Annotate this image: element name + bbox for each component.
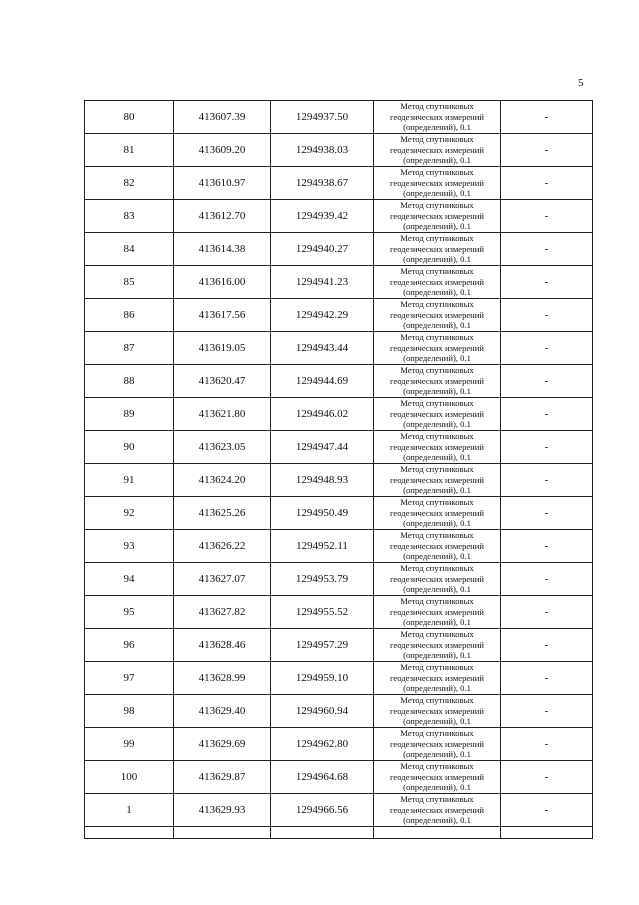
x-coordinate-cell: 413629.87 (174, 761, 271, 794)
method-line-3: (определений), 0.1 (403, 485, 471, 496)
method-line-1: Метод спутниковых (400, 332, 474, 343)
method-line-1: Метод спутниковых (400, 464, 474, 475)
method-line-2: геодезических измерений (390, 573, 484, 584)
y-coordinate-cell: 1294962.80 (271, 728, 374, 761)
method-cell (374, 134, 501, 167)
empty-cell (374, 827, 501, 839)
point-number-cell: 98 (85, 695, 174, 728)
method-line-2: геодезических измерений (390, 672, 484, 683)
table-row (85, 728, 593, 761)
point-number-cell: 94 (85, 563, 174, 596)
method-cell (374, 266, 501, 299)
method-cell (374, 662, 501, 695)
y-coordinate-cell: 1294943.44 (271, 332, 374, 365)
point-number-cell: 96 (85, 629, 174, 662)
method-cell (374, 200, 501, 233)
y-coordinate-cell: 1294959.10 (271, 662, 374, 695)
method-line-2: геодезических измерений (390, 243, 484, 254)
table-row (85, 662, 593, 695)
x-coordinate-cell: 413614.38 (174, 233, 271, 266)
description-cell: - (501, 596, 593, 629)
description-cell: - (501, 728, 593, 761)
x-coordinate-cell: 413625.26 (174, 497, 271, 530)
x-coordinate-cell: 413620.47 (174, 365, 271, 398)
method-line-2: геодезических измерений (390, 738, 484, 749)
empty-cell (501, 827, 593, 839)
method-line-3: (определений), 0.1 (403, 419, 471, 430)
method-cell (374, 794, 501, 827)
y-coordinate-cell: 1294940.27 (271, 233, 374, 266)
table-row (85, 266, 593, 299)
method-cell (374, 398, 501, 431)
description-cell: - (501, 695, 593, 728)
method-line-1: Метод спутниковых (400, 167, 474, 178)
table-row (85, 431, 593, 464)
method-line-3: (определений), 0.1 (403, 782, 471, 793)
method-line-1: Метод спутниковых (400, 563, 474, 574)
y-coordinate-cell: 1294966.56 (271, 794, 374, 827)
x-coordinate-cell: 413628.46 (174, 629, 271, 662)
table-row (85, 761, 593, 794)
y-coordinate-cell: 1294952.11 (271, 530, 374, 563)
description-cell: - (501, 464, 593, 497)
table-row (85, 695, 593, 728)
table-row (85, 167, 593, 200)
point-number-cell: 89 (85, 398, 174, 431)
table-row (85, 398, 593, 431)
y-coordinate-cell: 1294939.42 (271, 200, 374, 233)
y-coordinate-cell: 1294947.44 (271, 431, 374, 464)
empty-cell (174, 827, 271, 839)
method-line-1: Метод спутниковых (400, 233, 474, 244)
table-row (85, 332, 593, 365)
method-cell (374, 497, 501, 530)
method-line-1: Метод спутниковых (400, 101, 474, 112)
x-coordinate-cell: 413627.82 (174, 596, 271, 629)
method-cell (374, 101, 501, 134)
method-line-3: (определений), 0.1 (403, 188, 471, 199)
y-coordinate-cell: 1294950.49 (271, 497, 374, 530)
x-coordinate-cell: 413627.07 (174, 563, 271, 596)
empty-cell (85, 827, 174, 839)
method-line-2: геодезических измерений (390, 144, 484, 155)
method-line-1: Метод спутниковых (400, 629, 474, 640)
method-line-2: геодезических измерений (390, 111, 484, 122)
method-line-2: геодезических измерений (390, 276, 484, 287)
point-number-cell: 85 (85, 266, 174, 299)
method-line-2: геодезических измерений (390, 606, 484, 617)
y-coordinate-cell: 1294948.93 (271, 464, 374, 497)
x-coordinate-cell: 413609.20 (174, 134, 271, 167)
method-line-3: (определений), 0.1 (403, 353, 471, 364)
method-line-2: геодезических измерений (390, 441, 484, 452)
point-number-cell: 80 (85, 101, 174, 134)
method-line-2: геодезических измерений (390, 177, 484, 188)
method-line-3: (определений), 0.1 (403, 155, 471, 166)
method-cell (374, 596, 501, 629)
point-number-cell: 83 (85, 200, 174, 233)
method-line-3: (определений), 0.1 (403, 749, 471, 760)
point-number-cell: 95 (85, 596, 174, 629)
method-line-3: (определений), 0.1 (403, 650, 471, 661)
point-number-cell: 81 (85, 134, 174, 167)
point-number-cell: 90 (85, 431, 174, 464)
x-coordinate-cell: 413610.97 (174, 167, 271, 200)
x-coordinate-cell: 413616.00 (174, 266, 271, 299)
method-line-2: геодезических измерений (390, 804, 484, 815)
method-cell (374, 332, 501, 365)
x-coordinate-cell: 413612.70 (174, 200, 271, 233)
method-cell (374, 167, 501, 200)
method-line-1: Метод спутниковых (400, 761, 474, 772)
method-cell (374, 530, 501, 563)
description-cell: - (501, 398, 593, 431)
point-number-cell: 93 (85, 530, 174, 563)
point-number-cell: 91 (85, 464, 174, 497)
table-row (85, 365, 593, 398)
y-coordinate-cell: 1294960.94 (271, 695, 374, 728)
method-line-1: Метод спутниковых (400, 134, 474, 145)
description-cell: - (501, 332, 593, 365)
description-cell: - (501, 629, 593, 662)
table-row-tail (85, 827, 593, 839)
method-cell (374, 365, 501, 398)
method-line-2: геодезических измерений (390, 705, 484, 716)
description-cell: - (501, 761, 593, 794)
method-line-3: (определений), 0.1 (403, 518, 471, 529)
method-line-2: геодезических измерений (390, 210, 484, 221)
method-line-3: (определений), 0.1 (403, 617, 471, 628)
method-line-3: (определений), 0.1 (403, 584, 471, 595)
method-line-2: геодезических измерений (390, 309, 484, 320)
description-cell: - (501, 530, 593, 563)
description-cell: - (501, 233, 593, 266)
point-number-cell: 82 (85, 167, 174, 200)
method-cell (374, 563, 501, 596)
coordinates-table (84, 100, 593, 839)
method-line-3: (определений), 0.1 (403, 683, 471, 694)
description-cell: - (501, 299, 593, 332)
y-coordinate-cell: 1294937.50 (271, 101, 374, 134)
point-number-cell: 87 (85, 332, 174, 365)
method-line-2: геодезических измерений (390, 375, 484, 386)
method-line-1: Метод спутниковых (400, 695, 474, 706)
method-line-2: геодезических измерений (390, 507, 484, 518)
method-line-1: Метод спутниковых (400, 530, 474, 541)
description-cell: - (501, 431, 593, 464)
description-cell: - (501, 200, 593, 233)
method-line-3: (определений), 0.1 (403, 815, 471, 826)
table-row (85, 299, 593, 332)
y-coordinate-cell: 1294946.02 (271, 398, 374, 431)
description-cell: - (501, 167, 593, 200)
method-line-3: (определений), 0.1 (403, 716, 471, 727)
method-line-3: (определений), 0.1 (403, 221, 471, 232)
x-coordinate-cell: 413629.40 (174, 695, 271, 728)
point-number-cell: 88 (85, 365, 174, 398)
point-number-cell: 92 (85, 497, 174, 530)
method-line-3: (определений), 0.1 (403, 551, 471, 562)
method-cell (374, 728, 501, 761)
method-line-2: геодезических измерений (390, 771, 484, 782)
y-coordinate-cell: 1294938.03 (271, 134, 374, 167)
point-number-cell: 97 (85, 662, 174, 695)
method-cell (374, 761, 501, 794)
table-row (85, 794, 593, 827)
method-line-1: Метод спутниковых (400, 266, 474, 277)
y-coordinate-cell: 1294953.79 (271, 563, 374, 596)
point-number-cell: 1 (85, 794, 174, 827)
description-cell: - (501, 266, 593, 299)
method-cell (374, 629, 501, 662)
method-line-2: геодезических измерений (390, 540, 484, 551)
description-cell: - (501, 563, 593, 596)
x-coordinate-cell: 413629.93 (174, 794, 271, 827)
point-number-cell: 86 (85, 299, 174, 332)
point-number-cell: 84 (85, 233, 174, 266)
method-line-1: Метод спутниковых (400, 200, 474, 211)
method-line-1: Метод спутниковых (400, 398, 474, 409)
page-number: 5 (578, 77, 584, 89)
method-line-1: Метод спутниковых (400, 728, 474, 739)
x-coordinate-cell: 413619.05 (174, 332, 271, 365)
y-coordinate-cell: 1294955.52 (271, 596, 374, 629)
method-line-3: (определений), 0.1 (403, 386, 471, 397)
method-line-2: геодезических измерений (390, 639, 484, 650)
y-coordinate-cell: 1294944.69 (271, 365, 374, 398)
table-row (85, 200, 593, 233)
coordinates-table-body (85, 101, 593, 839)
table-row (85, 497, 593, 530)
table-row (85, 233, 593, 266)
table-row (85, 464, 593, 497)
description-cell: - (501, 662, 593, 695)
x-coordinate-cell: 413607.39 (174, 101, 271, 134)
description-cell: - (501, 794, 593, 827)
method-line-2: геодезических измерений (390, 342, 484, 353)
y-coordinate-cell: 1294942.29 (271, 299, 374, 332)
method-line-3: (определений), 0.1 (403, 452, 471, 463)
method-cell (374, 695, 501, 728)
table-row (85, 629, 593, 662)
method-cell (374, 464, 501, 497)
method-line-1: Метод спутниковых (400, 299, 474, 310)
x-coordinate-cell: 413626.22 (174, 530, 271, 563)
y-coordinate-cell: 1294941.23 (271, 266, 374, 299)
x-coordinate-cell: 413624.20 (174, 464, 271, 497)
point-number-cell: 99 (85, 728, 174, 761)
x-coordinate-cell: 413617.56 (174, 299, 271, 332)
method-line-2: геодезических измерений (390, 408, 484, 419)
point-number-cell: 100 (85, 761, 174, 794)
method-cell (374, 299, 501, 332)
table-row (85, 563, 593, 596)
description-cell: - (501, 134, 593, 167)
x-coordinate-cell: 413628.99 (174, 662, 271, 695)
method-line-1: Метод спутниковых (400, 431, 474, 442)
table-row (85, 101, 593, 134)
y-coordinate-cell: 1294957.29 (271, 629, 374, 662)
method-line-1: Метод спутниковых (400, 662, 474, 673)
method-line-3: (определений), 0.1 (403, 287, 471, 298)
method-line-2: геодезических измерений (390, 474, 484, 485)
method-cell (374, 233, 501, 266)
method-cell (374, 431, 501, 464)
x-coordinate-cell: 413621.80 (174, 398, 271, 431)
method-line-1: Метод спутниковых (400, 596, 474, 607)
description-cell: - (501, 497, 593, 530)
method-line-3: (определений), 0.1 (403, 122, 471, 133)
description-cell: - (501, 365, 593, 398)
method-line-1: Метод спутниковых (400, 365, 474, 376)
table-row (85, 530, 593, 563)
method-line-3: (определений), 0.1 (403, 254, 471, 265)
method-line-3: (определений), 0.1 (403, 320, 471, 331)
x-coordinate-cell: 413629.69 (174, 728, 271, 761)
description-cell: - (501, 101, 593, 134)
empty-cell (271, 827, 374, 839)
method-line-1: Метод спутниковых (400, 497, 474, 508)
x-coordinate-cell: 413623.05 (174, 431, 271, 464)
y-coordinate-cell: 1294964.68 (271, 761, 374, 794)
table-row (85, 134, 593, 167)
y-coordinate-cell: 1294938.67 (271, 167, 374, 200)
table-row (85, 596, 593, 629)
method-line-1: Метод спутниковых (400, 794, 474, 805)
